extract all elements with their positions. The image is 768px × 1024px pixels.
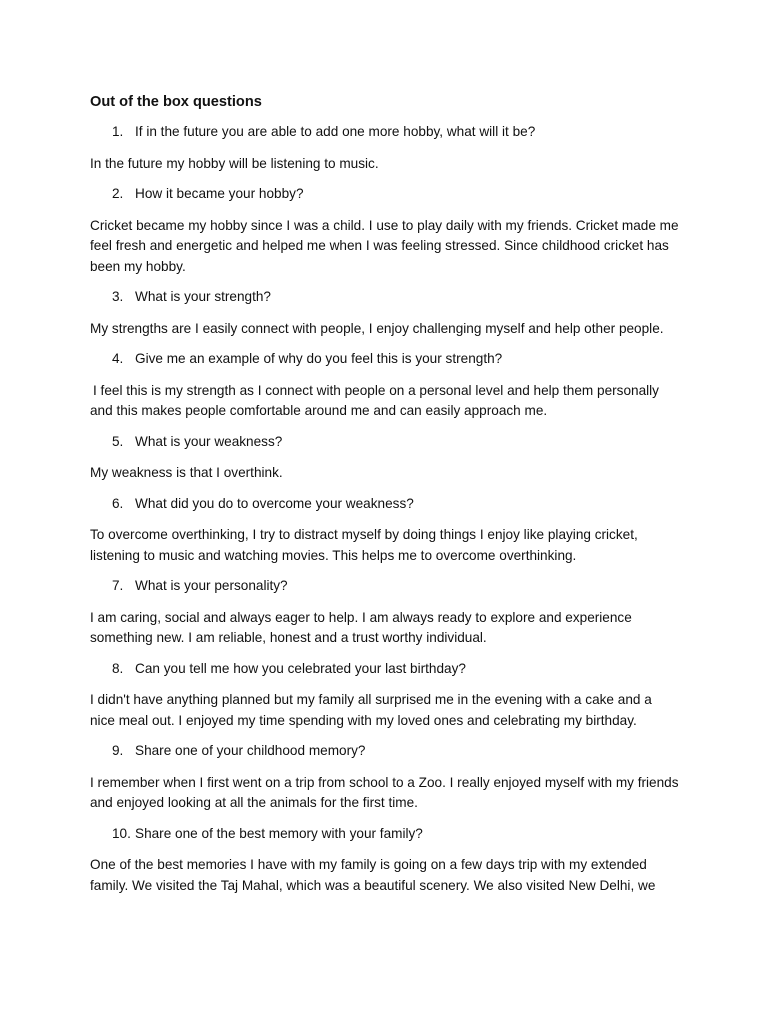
question-8 bbox=[90, 659, 680, 680]
question-text: Can you tell me how you celebrated your last birthday? bbox=[135, 660, 466, 676]
question-number: 1. bbox=[112, 124, 124, 139]
answer-7: I am caring, social and always eager to help. I am always ready to explore and experience something new. I am reliable, honest and a trust worthy individual. bbox=[90, 609, 632, 645]
question-number: 6. bbox=[112, 495, 124, 511]
question-number: 2. bbox=[112, 186, 124, 201]
question-number: 3. bbox=[112, 289, 124, 304]
answer-8: I didn't have anything planned but my family all surprised me in the evening with a cake and a nice meal out. I enjoyed my time spending with my loved ones and celebrating my birthday. bbox=[90, 692, 652, 728]
question-number: 9. bbox=[112, 743, 124, 758]
question-1 bbox=[90, 122, 680, 143]
answer-3: My strengths are I easily connect with people, I enjoy challenging myself and help other people. bbox=[90, 320, 664, 336]
answer-5: My weakness is that I overthink. bbox=[90, 465, 283, 480]
document-title: Out of the box questions bbox=[90, 94, 262, 110]
question-number: 5. bbox=[112, 433, 124, 449]
question-text: What did you do to overcome your weakness? bbox=[135, 495, 414, 511]
answer-1: In the future my hobby will be listening to music. bbox=[90, 155, 379, 171]
question-9 bbox=[90, 741, 680, 762]
question-6 bbox=[90, 494, 680, 515]
question-text: How it became your hobby? bbox=[135, 186, 304, 201]
question-number: 8. bbox=[112, 660, 124, 676]
question-3 bbox=[90, 287, 680, 308]
question-10 bbox=[90, 824, 680, 845]
question-text: What is your personality? bbox=[135, 578, 288, 593]
answer-10: One of the best memories I have with my family is going on a few days trip with my extended family. We visited the Taj Mahal, which was a beautiful scenery. We also visited New Delhi, we bbox=[90, 857, 656, 893]
answer-6: To overcome overthinking, I try to distract myself by doing things I enjoy like playing cricket, listening to music and watching movies. This helps me to overcome overthinking. bbox=[90, 527, 638, 563]
question-text: What is your strength? bbox=[135, 289, 271, 304]
question-number: 4. bbox=[112, 351, 124, 366]
document-content bbox=[90, 92, 680, 906]
question-4 bbox=[90, 349, 680, 370]
question-text: Share one of the best memory with your family? bbox=[135, 825, 423, 841]
question-number: 7. bbox=[112, 578, 124, 593]
answer-4: I feel this is my strength as I connect with people on a personal level and help them personally and this makes people comfortable around me and can easily approach me. bbox=[90, 382, 659, 418]
question-number: 10. bbox=[112, 825, 131, 841]
question-7 bbox=[90, 576, 680, 597]
question-text: Share one of your childhood memory? bbox=[135, 743, 366, 758]
question-text: Give me an example of why do you feel this is your strength? bbox=[135, 351, 503, 366]
answer-9: I remember when I first went on a trip from school to a Zoo. I really enjoyed myself with my friends and enjoyed looking at all the animals for the first time. bbox=[90, 774, 679, 810]
question-5 bbox=[90, 432, 680, 453]
answer-2: Cricket became my hobby since I was a child. I use to play daily with my friends. Cricket made me feel fresh and energetic and helped me when I was feeling stressed. Since childhood cricket has been my hobby. bbox=[90, 217, 679, 274]
question-text: What is your weakness? bbox=[135, 433, 283, 449]
question-2 bbox=[90, 184, 680, 205]
question-text: If in the future you are able to add one more hobby, what will it be? bbox=[135, 124, 536, 139]
